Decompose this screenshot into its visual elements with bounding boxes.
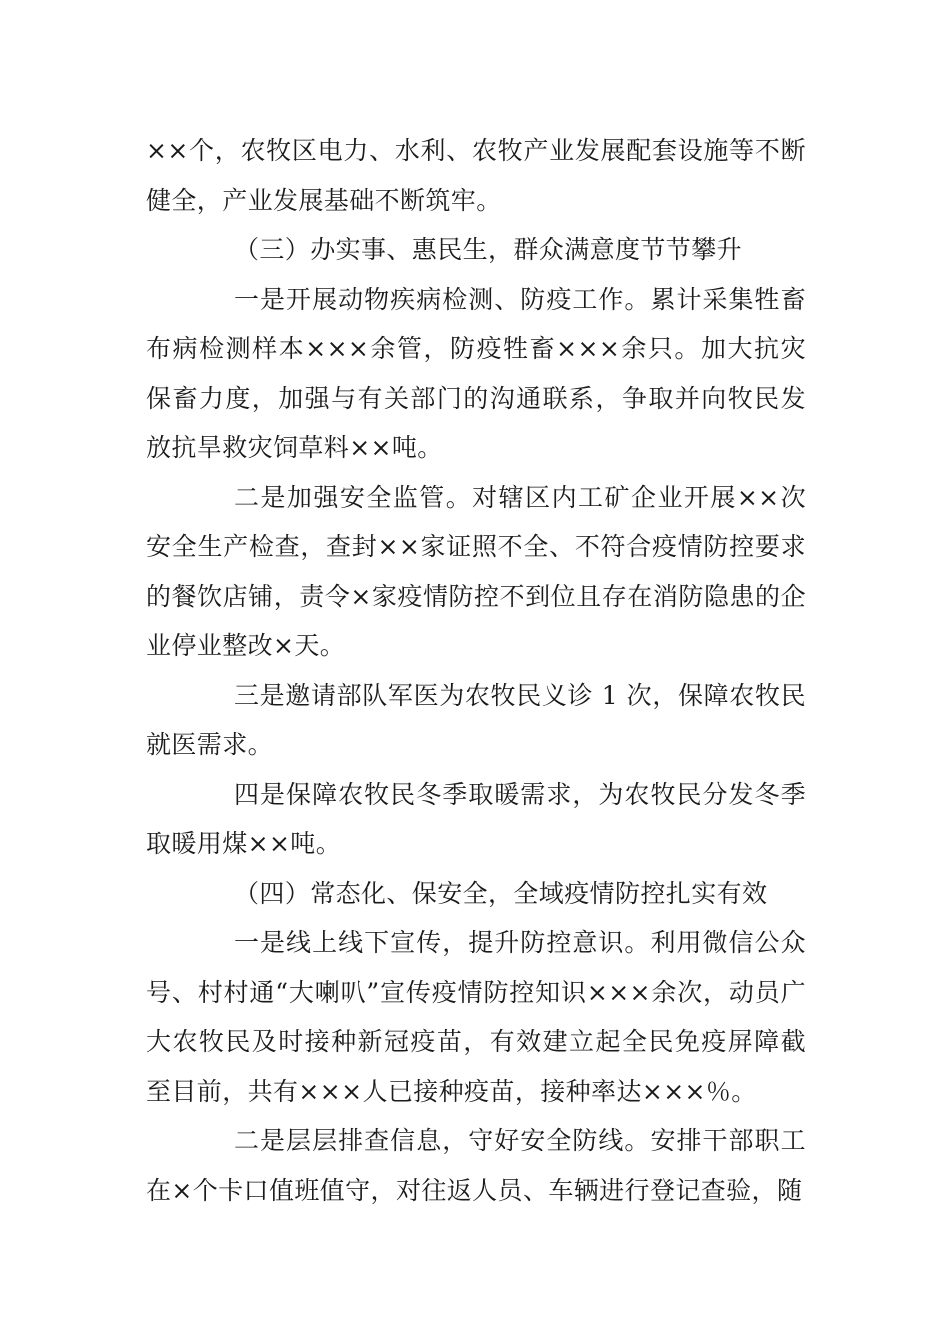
document-body bbox=[146, 126, 806, 1215]
section-heading-4: （四）常态化、保安全，全域疫情防控扎实有效 bbox=[234, 878, 768, 908]
paragraph-winter-heating: 四是保障农牧民冬季取暖需求，为农牧民分发冬季取暖用煤××吨。 bbox=[146, 779, 806, 858]
paragraph-animal-disease: 一是开展动物疾病检测、防疫工作。累计采集牲畜布病检测样本×××余管，防疫牲畜×××余只。加大抗灾保畜力度，加强与有关部门的沟通联系，争取并向牧民发放抗旱救灾饲草料××吨。 bbox=[146, 284, 806, 462]
paragraph-safety-supervision: 二是加强安全监管。对辖区内工矿企业开展××次安全生产检查，查封××家证照不全、不符合疫情防控要求的餐饮店铺，责令×家疫情防控不到位且存在消防隐患的企业停业整改×天。 bbox=[146, 482, 806, 660]
paragraph-screening: 二是层层排查信息，守好安全防线。安排干部职工在×个卡口值班值守，对往返人员、车辆进行登记查验，随 bbox=[146, 1126, 806, 1205]
paragraph-infrastructure: ××个，农牧区电力、水利、农牧产业发展配套设施等不断健全，产业发展基础不断筑牢。 bbox=[146, 136, 806, 215]
paragraph-publicity: 一是线上线下宣传，提升防控意识。利用微信公众号、村村通“大喇叭”宣传疫情防控知识×××余次，动员广大农牧民及时接种新冠疫苗，有效建立起全民免疫屏障截至目前，共有×××人已接种疫苗，接种率达×××％。 bbox=[146, 928, 806, 1106]
paragraph-free-clinic: 三是邀请部队军医为农牧民义诊 1 次，保障农牧民就医需求。 bbox=[146, 680, 806, 759]
section-heading-3: （三）办实事、惠民生，群众满意度节节攀升 bbox=[234, 235, 743, 264]
